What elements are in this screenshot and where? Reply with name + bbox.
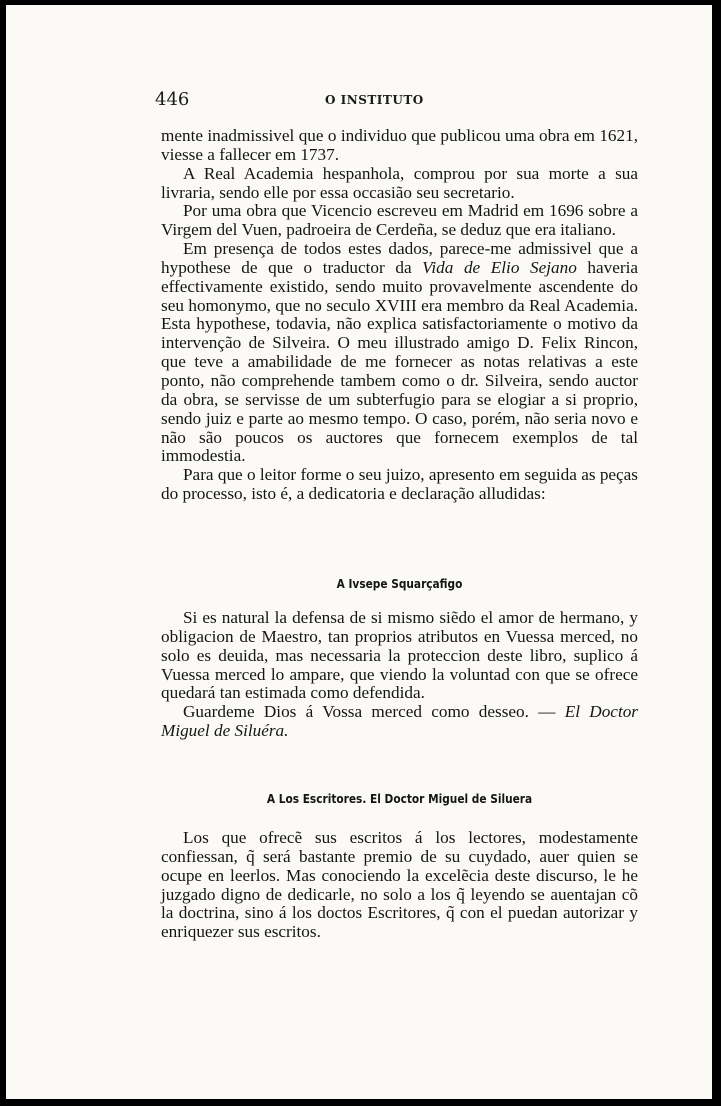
paragraph-continuation: mente inadmissivel que o individuo que publicou uma obra em 1621, viesse a fallecer em 1737. [161, 126, 638, 164]
book-title: Vida de Elio Sejano [422, 257, 577, 277]
book-page [6, 5, 712, 1099]
dedication-heading: A Ivsepe Squarçafigo [336, 577, 463, 591]
paragraph-hypothesis [161, 240, 638, 466]
paragraph-academia: A Real Academia hespanhola, comprou por sua morte a sua livraria, sendo elle por essa occasião seu secretario. [161, 163, 638, 202]
declaration-paragraph: Los que ofrecẽ sus escritos á los lectores, modestamente confiessan, q̃ será bastante premio de su cuydado, auer quien se ocupe en leerlos. Mas conociendo la excelẽcia deste discurso, le he juzgado digno de dedicarle, no solo a los q̃ leyendo se auentajan cõ la doctrina, sino á los doctos Escritores, q̃ con el puedan autorizar y enriquezer sus escritos. [161, 828, 638, 942]
dedication-paragraph: Si es natural la defensa de si mismo siẽdo el amor de hermano, y obligacion de Maestro, tan proprios atributos en Vuessa merced, no solo es deuida, mas necessaria la proteccion deste libro, suplico á Vuessa merced lo ampare, que viendo la voluntad con que se ofrece quedará tan estimada como defendida. [161, 608, 638, 703]
declaration-heading: A Los Escritores. El Doctor Miguel de Siluera [266, 792, 533, 806]
signature: El Doctor Miguel de Siluéra. [161, 702, 638, 741]
dedication-text [161, 609, 638, 741]
closing-text: Guardeme Dios á Vossa merced como desseo. — [183, 702, 565, 722]
paragraph-vicencio: Por uma obra que Vicencio escreveu em Madrid em 1696 sobre a Virgem del Vuen, padroeira de Cerdeña, se deduz que era italiano. [161, 201, 638, 240]
hypothesis-text-end: haveria effectivamente existido, sendo muito provavelmente ascendente do seu homonymo, que no seculo XVIII era membro da Real Academia. Esta hypothese, todavia, não explica satisfactoriamente o motivo da intervenção de Silveira. O meu illustrado amigo D. Felix Rincon, que teve a amabilidade de me fornecer as notas relativas a este ponto, não comprehende tambem como o dr. Silveira, sendo auctor da obra, se servisse de um subterfugio para se elogiar a si proprio, sendo juiz e parte ao mesmo tempo. O caso, porém, não seria novo e não são poucos os auctores que fornecem exemplos de tal immodestia. [161, 257, 638, 466]
dedication-closing [161, 703, 638, 741]
page-header [155, 89, 641, 113]
hypothesis-text-start: Em presença de todos estes dados, parece-me admissivel que a hypothese de que o traductor da [161, 239, 638, 277]
page-number: 446 [155, 89, 190, 110]
paragraph-introduction: Para que o leitor forme o seu juizo, apresento em seguida as peças do processo, isto é, a dedicatoria e declaração alludidas: [161, 465, 638, 504]
declaration-text [161, 829, 638, 942]
running-head: O INSTITUTO [325, 93, 424, 107]
body-text [161, 127, 638, 504]
